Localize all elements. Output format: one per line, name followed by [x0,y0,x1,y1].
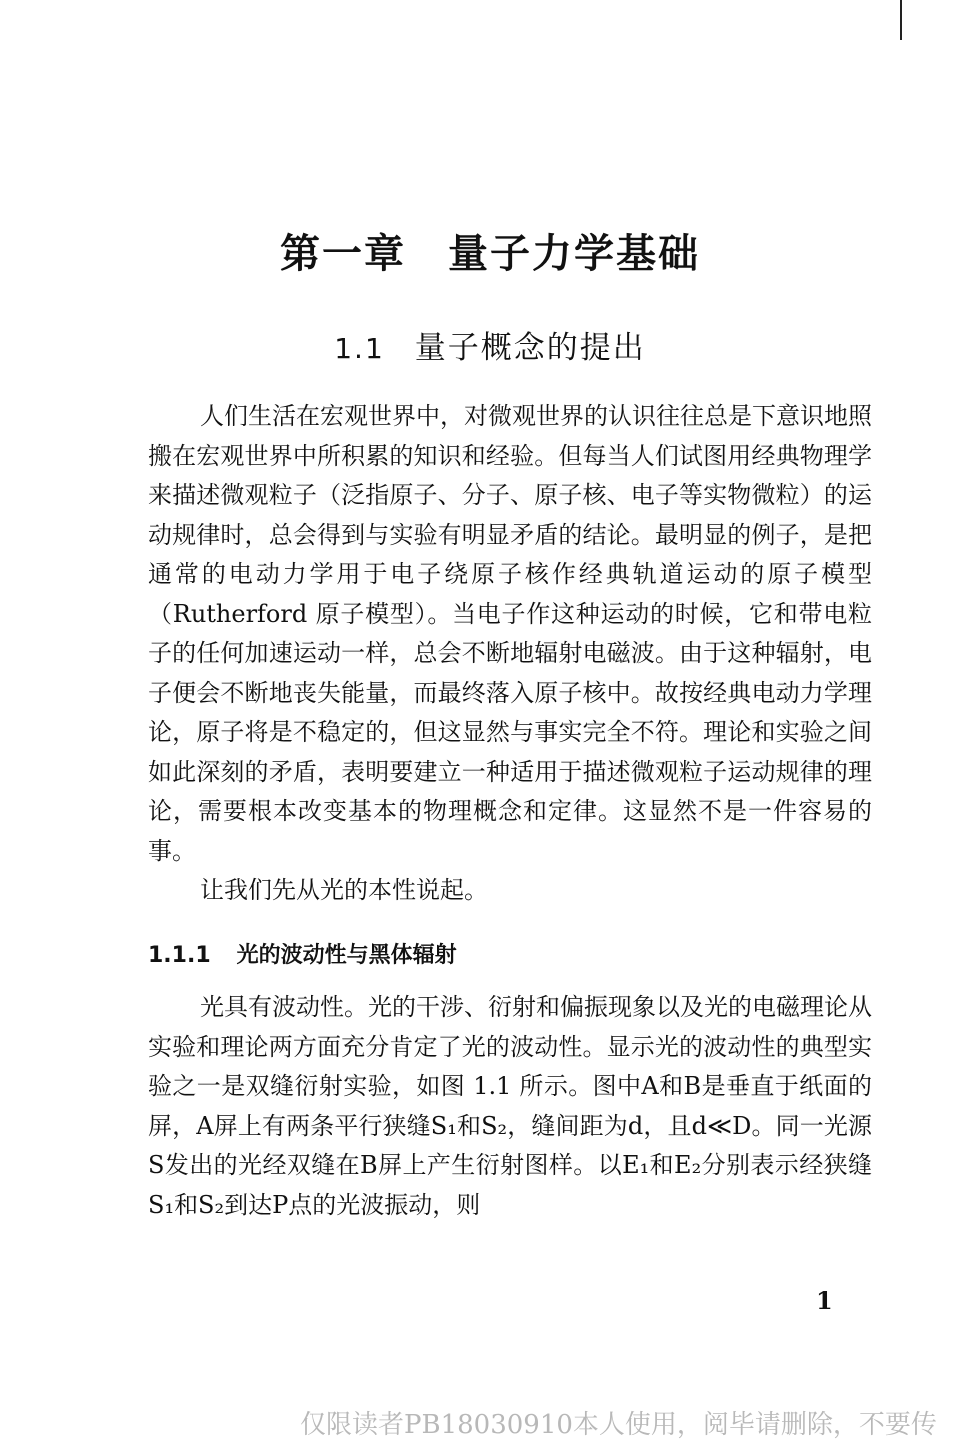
section-number: 1.1 [334,332,385,365]
watermark: 仅限读者PB18030910本人使用，阅毕请删除，不要传 [300,1410,937,1440]
section-title [0,322,980,367]
chapter-number: 第一章 [280,230,406,277]
chapter-title [0,222,980,279]
subsection-name: 光的波动性与黑体辐射 [236,943,457,968]
paragraph-3: 光具有波动性。光的干涉、衍射和偏振现象以及光的电磁理论从实验和理论两方面充分肯定了光的波动性。显示光的波动性的典型实验之一是双缝衍射实验，如图 1.1 所示。图中A和B是垂直于纸面的屏，A屏上有两条平行狭缝S₁和S₂，缝间距为d，且d≪D。同一光源S发出的光经双缝在B屏上产生衍射图样。以E₁和E₂分别表示经狭缝S₁和S₂到达P点的光波振动，则 [148,993,872,1219]
section-name: 量子概念的提出 [414,330,646,366]
subsection-heading [148,938,868,969]
paragraph-2: 让我们先从光的本性说起。 [200,876,488,904]
scan-edge-mark [900,0,902,40]
page-number: 1 [816,1286,833,1315]
paragraph-1: 人们生活在宏观世界中，对微观世界的认识往往总是下意识地照搬在宏观世界中所积累的知识和经验。但每当人们试图用经典物理学来描述微观粒子（泛指原子、分子、原子核、电子等实物微粒）的运动规律时，总会得到与实验有明显矛盾的结论。最明显的例子，是把通常的电动力学用于电子绕原子核作经典轨道运动的原子模型（Rutherford 原子模型）。当电子作这种运动的时候，它和带电粒子的任何加速运动一样，总会不断地辐射电磁波。由于这种辐射，电子便会不断地丧失能量，而最终落入原子核中。故按经典电动力学理论，原子将是不稳定的，但这显然与事实完全不符。理论和实验之间如此深刻的矛盾，表明要建立一种适用于描述微观粒子运动规律的理论，需要根本改变基本的物理概念和定律。这显然不是一件容易的事。 [148,402,872,865]
subsection-number: 1.1.1 [148,943,211,968]
chapter-name: 量子力学基础 [448,230,700,277]
